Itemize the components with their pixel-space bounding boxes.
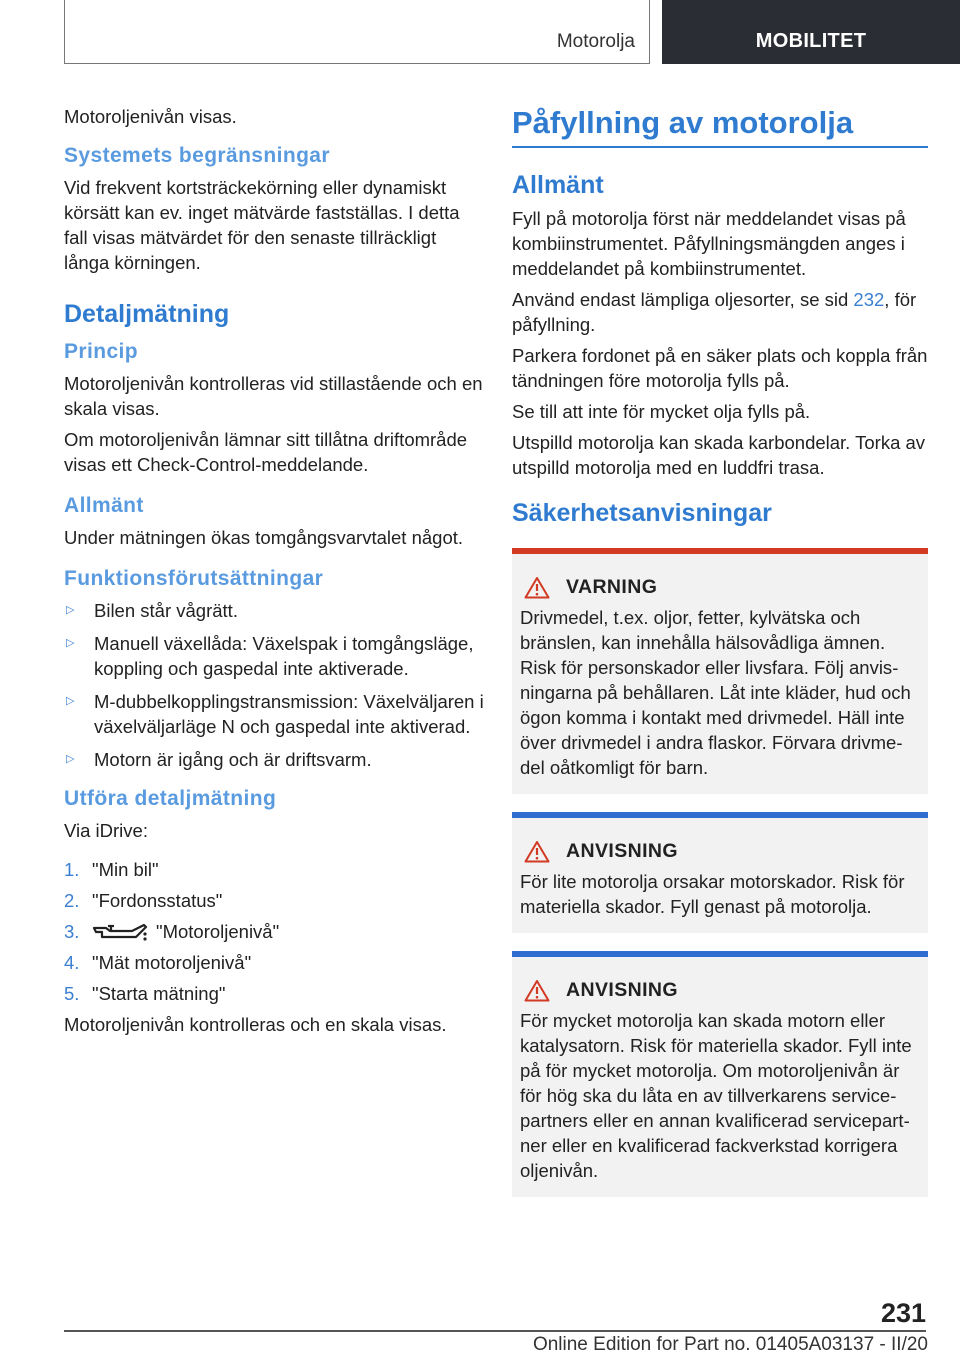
heading-prerequisites: Funktionsförutsättningar	[64, 567, 324, 590]
notice-box-2	[512, 951, 928, 1197]
chapter-tab[interactable]: MOBILITET	[662, 0, 960, 64]
general-text: Under mätningen ökas tomgångsvarvtalet något.	[64, 527, 464, 548]
principle-text-2: Om motoroljenivån lämnar sitt tillåtna driftområde visas ett Check-Control-meddelande.	[64, 429, 468, 475]
via-idrive-text: Via iDrive:	[64, 820, 148, 841]
page-number: 231	[880, 1298, 926, 1328]
list-item: ▷ Manuell växellåda: Växelspak i tomgångsläge, koppling och gaspedal inte aktiverade.	[66, 633, 474, 679]
steps-list	[64, 857, 484, 1006]
footer-divider	[64, 1330, 926, 1332]
prerequisites-list	[64, 598, 484, 772]
warning-box	[512, 548, 928, 794]
limits-text: Vid frekvent kortsträckekörning eller dynamiskt körsätt kan ev. inget mätvärde fastställas. I detta fall visas mätvärdet för den senaste tillräckligt långa körningen.	[64, 177, 460, 273]
page-title: Påfyllning av motorolja	[512, 104, 928, 148]
list-item: 5. "Starta mätning"	[64, 983, 226, 1004]
edition-text: Online Edition for Part no. 01405A03137 - II/20	[532, 1334, 928, 1355]
right-column	[512, 104, 928, 1211]
notice-title-2: ANVISNING	[566, 979, 678, 1001]
page-reference-link[interactable]: 232	[853, 289, 885, 310]
list-item: ▷ Motorn är igång och är driftsvarm.	[66, 749, 372, 770]
triangle-bullet-icon: ▷	[66, 604, 75, 616]
list-item: 2. "Fordonsstatus"	[64, 890, 223, 911]
general-text-3: Parkera fordonet på en säker plats och koppla från tändningen före motorolja fylls på.	[512, 345, 928, 391]
list-item: 1. "Min bil"	[64, 859, 159, 880]
result-text: Motoroljenivån kontrolleras och en skala visas.	[64, 1014, 447, 1035]
warning-triangle-icon	[524, 979, 550, 1002]
intro-text: Motoroljenivån visas.	[64, 106, 237, 127]
oil-can-icon	[92, 923, 148, 941]
warning-triangle-icon	[524, 840, 550, 863]
heading-safety: Säkerhetsanvisningar	[512, 499, 772, 527]
notice-title-1: ANVISNING	[566, 840, 678, 862]
header-frame	[64, 0, 650, 64]
notice-box-1	[512, 812, 928, 933]
triangle-bullet-icon: ▷	[66, 695, 75, 707]
list-item: 3. "Motoroljenivå"	[64, 921, 280, 942]
warning-text: Drivmedel, t.ex. oljor, fetter, kylvätska och bränslen, kan innehålla hälsovådliga ämnen. Risk för personskador eller livsfara. Följ anvisningarna på behållaren. Låt inte kläder, hud och ögon komma i kontakt med drivmedel. Häll inte över drivmedel i andra flaskor. Förvara drivmedel oåtkomligt för barn.	[520, 607, 911, 778]
general-text-1: Fyll på motorolja först när meddelandet visas på kombiinstrumentet. Påfyllningsmängden anges i meddelandet på kombiinstrumentet.	[512, 208, 906, 279]
heading-perform-measurement: Utföra detaljmätning	[64, 787, 277, 810]
notice-text-1: För lite motorolja orsakar motorskador. Risk för materiella skador. Fyll genast på motorolja.	[520, 871, 905, 917]
heading-detail-measurement: Detaljmätning	[64, 300, 230, 328]
warning-title: VARNING	[566, 576, 658, 598]
triangle-bullet-icon: ▷	[66, 637, 75, 649]
heading-general-right: Allmänt	[512, 171, 604, 199]
notice-text-2: För mycket motorolja kan skada motorn eller katalysatorn. Risk för materiella skador. Fyll inte på för mycket motorolja. Om motoroljenivån är för hög ska du låta en av tillverkarens servicepartners eller en annan kvalificerad servicepartner eller en kvalificerad fackverkstad korrigera oljenivån.	[520, 1010, 912, 1181]
heading-general: Allmänt	[64, 494, 144, 517]
heading-principle: Princip	[64, 340, 138, 363]
section-title: Motorolja	[556, 31, 635, 52]
general-text-5: Utspilld motorolja kan skada karbondelar. Torka av utspilld motorolja med en luddfri trasa.	[512, 432, 926, 478]
heading-limits: Systemets begränsningar	[64, 144, 330, 167]
principle-text-1: Motoroljenivån kontrolleras vid stillastående och en skala visas.	[64, 373, 483, 419]
list-item: 4. "Mät motoroljenivå"	[64, 952, 252, 973]
general-text-4: Se till att inte för mycket olja fylls på.	[512, 401, 811, 422]
triangle-bullet-icon: ▷	[66, 753, 75, 765]
left-column	[64, 104, 484, 1043]
oil-types-text: Använd endast lämpliga oljesorter, se sid 232, för påfyllning.	[512, 289, 917, 335]
list-item: ▷ Bilen står vågrätt.	[66, 600, 238, 621]
list-item: ▷ M-dubbelkopplingstransmission: Växelväljaren i växelväljarläge N och gaspedal inte aktiverad.	[66, 691, 484, 737]
warning-triangle-icon	[524, 576, 550, 599]
